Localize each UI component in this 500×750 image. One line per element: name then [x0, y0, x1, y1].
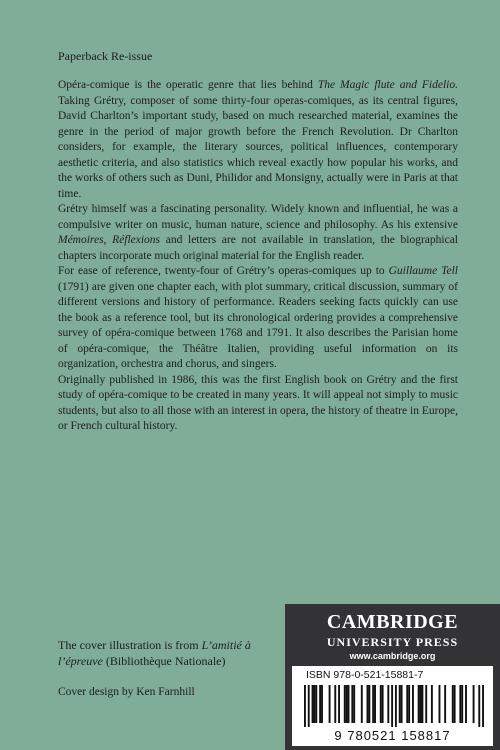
barcode-bar — [482, 685, 484, 727]
barcode-bar — [353, 685, 355, 723]
barcode-bar — [431, 685, 433, 723]
barcode-bar — [346, 685, 348, 723]
barcode-bar — [444, 685, 446, 723]
barcode-bar — [382, 685, 384, 723]
blurb-text: Grétry himself was a fascinating personality. Widely known and influential, he was a compulsive writer on music, human nature, science and philosophy. As his extensive — [58, 203, 458, 231]
blurb-text: (1791) are given one chapter each, with plot summary, critical discussion, summary of different versions and history of performance. Readers seeking facts quickly can use the book as a reference tool, but its chronological ordering provides a comprehensive survey of opéra-comique between 1768 and 1791. It also describes the Parisian home of opéra-comique, the Théâtre Italien, providing useful information on its organization, orchestra and chorus, and singers. — [58, 280, 458, 370]
work-title: Mémoires, Réflexions — [58, 234, 161, 246]
barcode-bar — [425, 685, 427, 723]
barcode-bar — [395, 685, 397, 727]
barcode-bar — [361, 685, 363, 723]
illustration-title: L’amitié à l’épreuve — [58, 638, 251, 668]
barcode-bar — [348, 685, 350, 723]
credit-text: The cover illustration is from — [58, 638, 202, 652]
barcode-bar — [412, 685, 414, 723]
barcode-bar — [321, 685, 323, 723]
reissue-label: Paperback Re-issue — [58, 49, 153, 63]
barcode-bar — [374, 685, 376, 723]
barcode-bar — [367, 685, 369, 723]
blurb-paragraph-2 — [58, 202, 458, 264]
blurb-paragraph-1 — [58, 78, 458, 202]
barcode-bar — [401, 685, 403, 723]
barcode-bar — [380, 685, 382, 723]
barcode-bar — [319, 685, 321, 723]
barcode-bar — [315, 685, 317, 723]
credit-text: (Bibliothèque Nationale) — [102, 654, 226, 668]
barcode-bar — [338, 685, 340, 723]
barcode-bar — [418, 685, 420, 723]
barcode-bar — [313, 685, 315, 723]
publisher-url: www.cambridge.org — [349, 651, 436, 661]
barcode-bar — [372, 685, 374, 723]
barcode-bar — [334, 685, 336, 723]
cover-illustration-credit — [58, 637, 280, 669]
back-cover-blurb — [58, 78, 458, 435]
isbn-label: ISBN 978-0-521-15881-7 — [306, 669, 424, 681]
barcode-bar — [461, 685, 463, 723]
barcode-bar — [344, 685, 346, 723]
barcode-bar — [399, 685, 401, 723]
barcode-bar — [308, 685, 310, 727]
work-title: The Magic flute and Fidelio. — [317, 79, 458, 91]
cover-design-credit: Cover design by Ken Farnhill — [58, 686, 195, 698]
publisher-name: CAMBRIDGE — [326, 611, 459, 633]
barcode-bar — [312, 685, 314, 723]
barcode-panel — [292, 666, 493, 746]
barcode-bar — [408, 685, 410, 723]
blurb-text: For ease of reference, twenty-four of Grétry’s operas-comiques up to — [58, 265, 389, 277]
publisher-block — [285, 604, 500, 750]
barcode-bar — [459, 685, 461, 723]
blurb-paragraph-4: Originally published in 1986, this was the first English book on Grétry and the first study of opéra-comique to be created in many years. It will appeal not simply to music students, but also to all those with an interest in opera, the history of theatre in Europe, or French cultural history. — [58, 373, 458, 432]
blurb-paragraph-3 — [58, 264, 458, 373]
barcode-bar — [391, 685, 393, 727]
barcode-bar — [368, 685, 370, 723]
blurb-text: and letters are not available in translation, the biographical chapters incorporate much original material for the English reader. — [58, 234, 458, 262]
blurb-text: Opéra-comique is the operatic genre that lies behind — [58, 79, 318, 91]
barcode-bar — [387, 685, 389, 723]
barcode-bar — [454, 685, 456, 723]
barcode-graphic — [304, 685, 484, 727]
barcode-bar — [465, 685, 467, 723]
barcode-bar — [421, 685, 423, 723]
blurb-text: Taking Grétry, composer of some thirty-four operas-comiques, as its central figures, David Charlton’s important study, based on much researched material, examines the genre in the period of major growth before the French Revolution. Dr Charlton considers, for example, the literary sources, political influences, contemporary aesthetic criteria, and also statistics which reveal exactly how popular his works, and the works of others such as Duni, Philidor and Monsigny, actually were in Paris at that time. — [58, 94, 458, 200]
barcode-bar — [478, 685, 480, 727]
barcode-bar — [406, 685, 408, 723]
barcode-bar — [420, 685, 422, 723]
barcode-bar — [439, 685, 441, 723]
work-title: Guillaume Tell — [388, 265, 458, 277]
barcode-digits: 9 780521 158817 — [334, 728, 451, 743]
publisher-press: UNIVERSITY PRESS — [326, 635, 459, 649]
barcode-bar — [473, 685, 475, 723]
barcode-bar — [304, 685, 306, 727]
barcode-bar — [452, 685, 454, 723]
barcode-bar — [329, 685, 331, 723]
barcode-bar — [351, 685, 353, 723]
